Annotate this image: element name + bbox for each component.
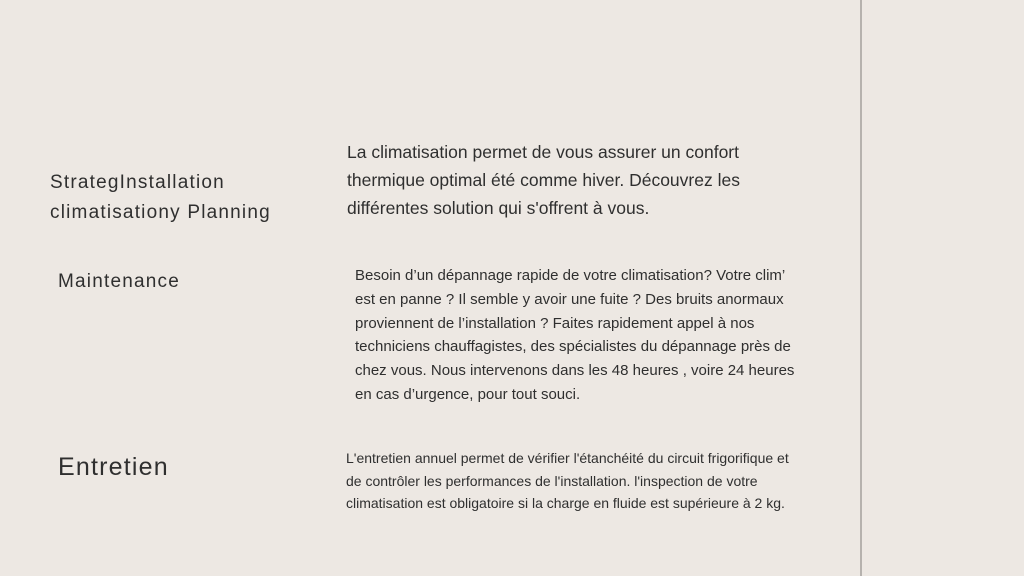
section-text-entretien: L'entretien annuel permet de vérifier l'étanchéité du circuit frigorifique et de contrôler les performances de l'installation. l'inspection de votre climatisation est obligatoire si la charge en fluide est supérieure à 2 kg. xyxy=(346,450,789,511)
section-text-installation: La climatisation permet de vous assurer un confort thermique optimal été comme hiver. Découvrez les différentes solution qui s'offrent à vous. xyxy=(347,142,740,218)
vertical-divider xyxy=(860,0,862,576)
section-heading-installation: StrategInstallation climatisationy Planning xyxy=(50,172,271,223)
section-text-maintenance: Besoin d’un dépannage rapide de votre climatisation? Votre clim’ est en panne ? Il semble y avoir une fuite ? Des bruits anormaux proviennent de l’installation ? Faites rapidement appel à nos techniciens chauffagistes, des spécialistes du dépannage près de chez vous. Nous intervenons dans les 48 heures , voire 24 heures en cas d’urgence, pour tout souci. xyxy=(355,267,795,403)
section-heading-entretien: Entretien xyxy=(58,453,169,481)
section-heading-maintenance: Maintenance xyxy=(58,271,180,292)
